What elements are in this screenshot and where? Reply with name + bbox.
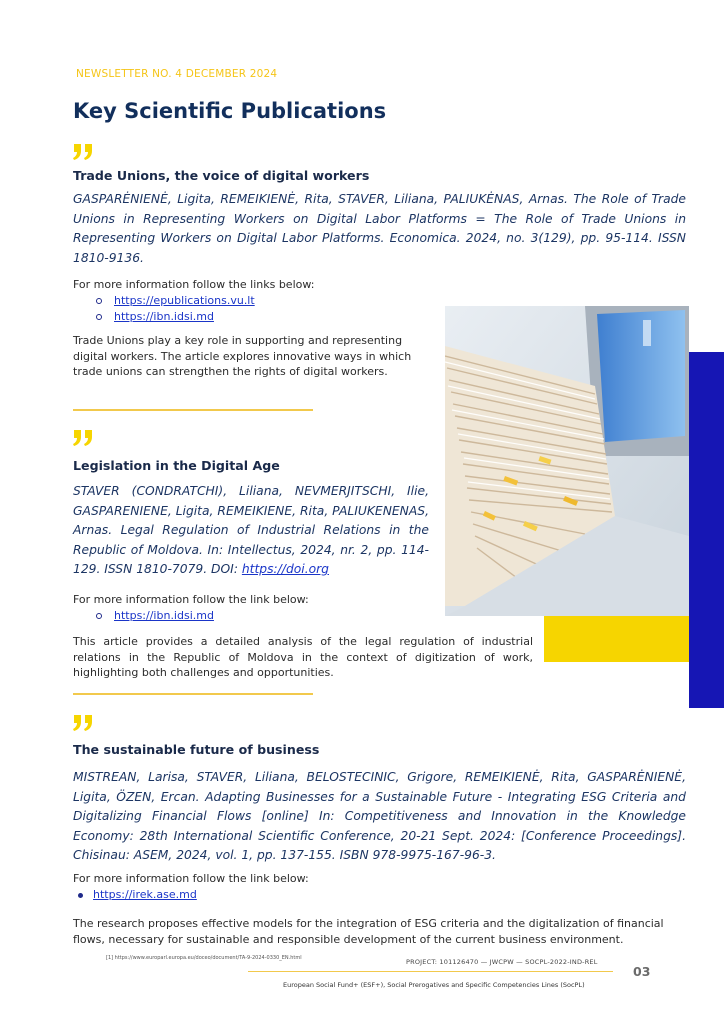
bullet-icon: [96, 314, 102, 320]
link-list: [96, 293, 255, 325]
citation: GASPARĖNIENĖ, Ligita, REMEIKIENĖ, Rita, STAVER, Liliana, PALIUKĖNAS, Arnas. The Role of Trade Unions in Representing Workers on Digital Labor Platforms = The Role of Trade Unions in Representing Workers on Digital Labor Platforms. Economica. 2024, no. 3(129), pp. 95-114. ISSN 1810-9136.: [73, 192, 686, 265]
bullet-icon: [78, 893, 83, 898]
section-description: Trade Unions play a key role in supporting and representing digital workers. The article explores innovative ways in which trade unions can strengthen the rights of digital workers.: [73, 334, 412, 378]
more-info-label: For more information follow the link below:: [73, 593, 309, 606]
section-title: The sustainable future of business: [73, 742, 320, 757]
divider: [73, 409, 313, 411]
list-item: [96, 309, 255, 325]
quote-icon: [72, 713, 96, 733]
link-list: [96, 608, 214, 624]
blue-accent-bar: [689, 352, 724, 708]
project-id: PROJECT: 101126470 — JWCPW — SOCPL-2022-IND-REL: [406, 958, 598, 966]
footnote: [1] https://www.europarl.europa.eu/doceo/document/TA-9-2024-0330_EN.html: [106, 955, 302, 961]
yellow-accent-block: [544, 616, 689, 662]
link-ibn[interactable]: https://ibn.idsi.md: [114, 609, 214, 622]
link-epublications[interactable]: https://epublications.vu.lt: [114, 294, 255, 307]
more-info-label: For more information follow the links below:: [73, 278, 315, 291]
page-number: 03: [633, 964, 651, 979]
footer-divider: [248, 971, 613, 972]
citation-text: STAVER (CONDRATCHI), Liliana, NEVMERJITSCHI, Ilie, GASPARENIENE, Ligita, REMEIKIENE, Rita, PALIUKENENAS, Arnas. Legal Regulation of Industrial Relations in the Republic of Moldova. In: Intellectus, 2024, nr. 2, pp. 114-129. ISSN 1810-7079. DOI:: [73, 484, 429, 576]
link-irek[interactable]: https://irek.ase.md: [93, 888, 197, 901]
section-title: Trade Unions, the voice of digital workers: [73, 168, 370, 183]
newsletter-issue: NEWSLETTER NO. 4 DECEMBER 2024: [76, 68, 278, 80]
section-description: The research proposes effective models for the integration of ESG criteria and the digitalization of financial flows, necessary for sustainable and responsible development of the current business environment.: [73, 917, 664, 946]
citation: [73, 482, 429, 580]
list-item: [96, 608, 214, 624]
section-title: Legislation in the Digital Age: [73, 458, 280, 473]
more-info-label: For more information follow the link below:: [73, 872, 309, 885]
list-item: [96, 293, 255, 309]
funding-line: European Social Fund+ (ESF+), Social Prerogatives and Specific Competencies Lines (SocPL): [283, 981, 585, 989]
quote-icon: [72, 428, 96, 448]
bullet-icon: [96, 298, 102, 304]
quote-icon: [72, 142, 96, 162]
list-item: [78, 887, 197, 903]
page-title: Key Scientific Publications: [73, 99, 387, 123]
section-description: This article provides a detailed analysis of the legal regulation of industrial relations in the Republic of Moldova in the context of digitization of work, highlighting both challenges and opportunities.: [73, 635, 533, 679]
document-stack-photo: [445, 306, 689, 616]
link-list: [78, 887, 197, 903]
doi-link[interactable]: https://doi.org: [241, 562, 329, 576]
divider: [73, 693, 313, 695]
citation: MISTREAN, Larisa, STAVER, Liliana, BELOSTECINIC, Grigore, REMEIKIENĖ, Rita, GASPARĖNIENĖ, Ligita, ÖZEN, Ercan. Adapting Businesses for a Sustainable Future - Integrating ESG Criteria and Digitalizing Financial Flows [online] In: Competitiveness and Innovation in the Knowledge Economy: 28th International Scientific Conference, 20-21 Sept. 2024: [Conference Proceedings]. Chisinau: ASEM, 2024, vol. 1, pp. 137-155. ISBN 978-9975-167-96-3.: [73, 770, 686, 862]
link-ibn[interactable]: https://ibn.idsi.md: [114, 310, 214, 323]
bullet-icon: [96, 613, 102, 619]
